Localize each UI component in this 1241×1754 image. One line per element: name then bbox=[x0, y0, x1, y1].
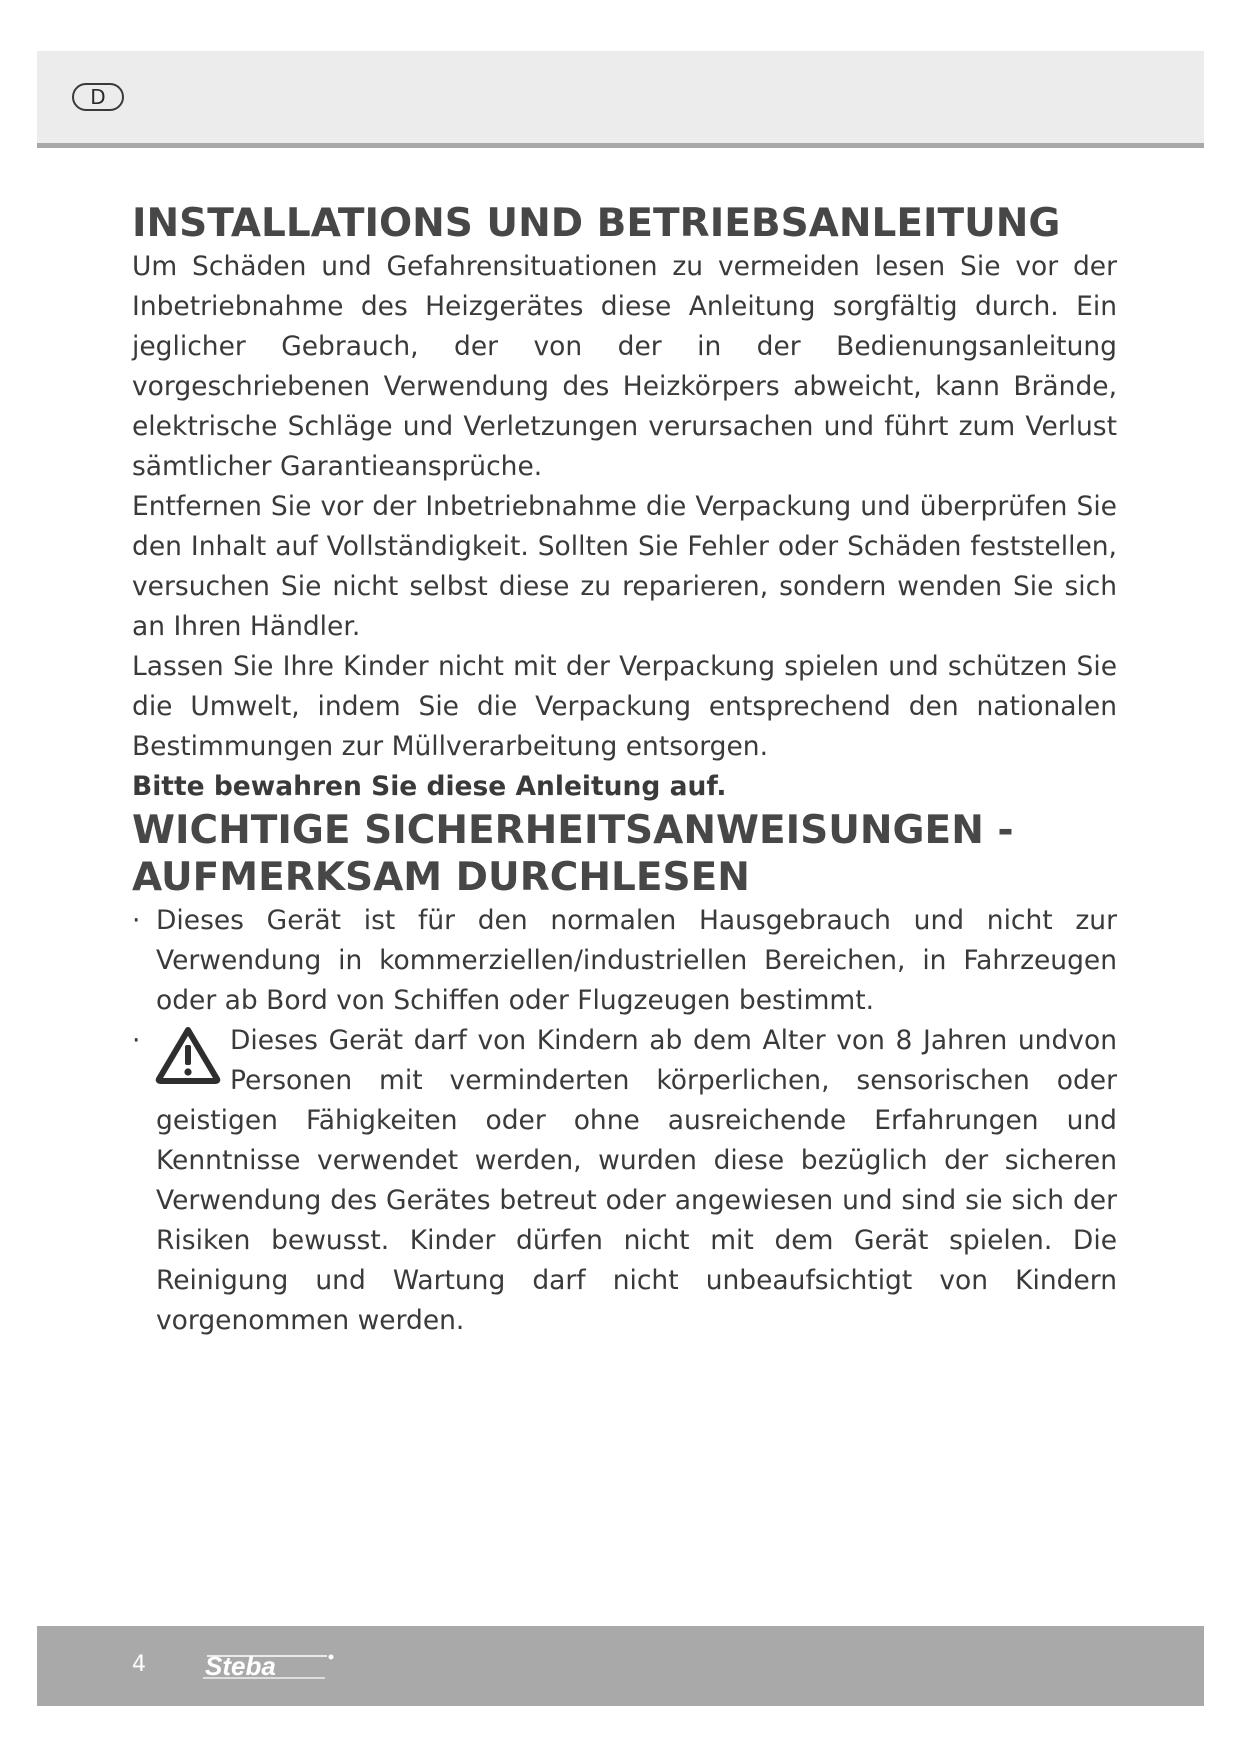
paragraph-packaging: Lassen Sie Ihre Kinder nicht mit der Verpackung spielen und schützen Sie die Umwelt, indem Sie die Verpackung entsprechend den nationalen Bestimmungen zur Müllverarbeitung entsorgen. bbox=[132, 651, 1117, 762]
page-header bbox=[37, 51, 1204, 148]
bullet-text-usage: Dieses Gerät ist für den normalen Hausgebrauch und nicht zur Verwendung in kommerziellen/industriellen Bereichen, in Fahrzeugen oder ab Bord von Schiffen oder Flugzeugen bestimmt. bbox=[156, 905, 1117, 1016]
warning-triangle-icon bbox=[154, 1025, 222, 1085]
paragraph-intro: Um Schäden und Gefahrensituationen zu vermeiden lesen Sie vor der Inbetriebnahme des Heizgerätes diese Anleitung sorgfältig durch. Ein jeglicher Gebrauch, der von der in der Bedienungsanleitung vorgeschriebenen Verwendung des Heizkörpers abweicht, kann Brände, elektrische Schläge und Verletzungen verursachen und führt zum Verlust sämtlicher Garantieansprüche. bbox=[132, 251, 1117, 482]
page-footer bbox=[37, 1626, 1204, 1706]
list-item bbox=[132, 901, 1117, 1021]
safety-title-line1: WICHTIGE SICHERHEITSANWEISUNGEN - bbox=[132, 808, 1014, 853]
bullet-text-children: Dieses Gerät darf von Kindern ab dem Alter von 8 Jahren undvon Personen mit verminderten körperlichen, sensorischen oder geistigen Fähigkeiten oder ohne ausreichende Erfahrungen und Kenntnisse verwendet werden, wurden diese bezüglich der sicheren Verwendung des Gerätes betreut oder angewiesen und sind sie sich der Risiken bewusst. Kinder dürfen nicht mit dem Gerät spielen. Die Reinigung und Wartung darf nicht unbeaufsichtigt von Kindern vorgenommen werden. bbox=[156, 1025, 1117, 1336]
language-badge: D bbox=[72, 83, 124, 111]
bullet-dot: · bbox=[132, 905, 141, 936]
svg-text:Steba: Steba bbox=[205, 1651, 276, 1681]
section-title-safety bbox=[132, 807, 1117, 901]
list-item bbox=[132, 1021, 1117, 1341]
keep-instructions-note: Bitte bewahren Sie diese Anleitung auf. bbox=[132, 771, 727, 802]
safety-title-line2: AUFMERKSAM DURCHLESEN bbox=[132, 855, 750, 900]
steba-logo bbox=[197, 1644, 357, 1684]
safety-list bbox=[132, 901, 1117, 1341]
bullet-dot: · bbox=[132, 1025, 141, 1056]
page-content bbox=[132, 200, 1117, 1341]
section-title-installation: INSTALLATIONS UND BETRIEBSANLEITUNG bbox=[132, 201, 1061, 246]
paragraph-unpacking: Entfernen Sie vor der Inbetriebnahme die Verpackung und überprüfen Sie den Inhalt auf Vollständigkeit. Sollten Sie Fehler oder Schäden feststellen, versuchen Sie nicht selbst diese zu reparieren, sondern wenden Sie sich an Ihren Händler. bbox=[132, 491, 1117, 642]
page-number: 4 bbox=[132, 1652, 146, 1677]
